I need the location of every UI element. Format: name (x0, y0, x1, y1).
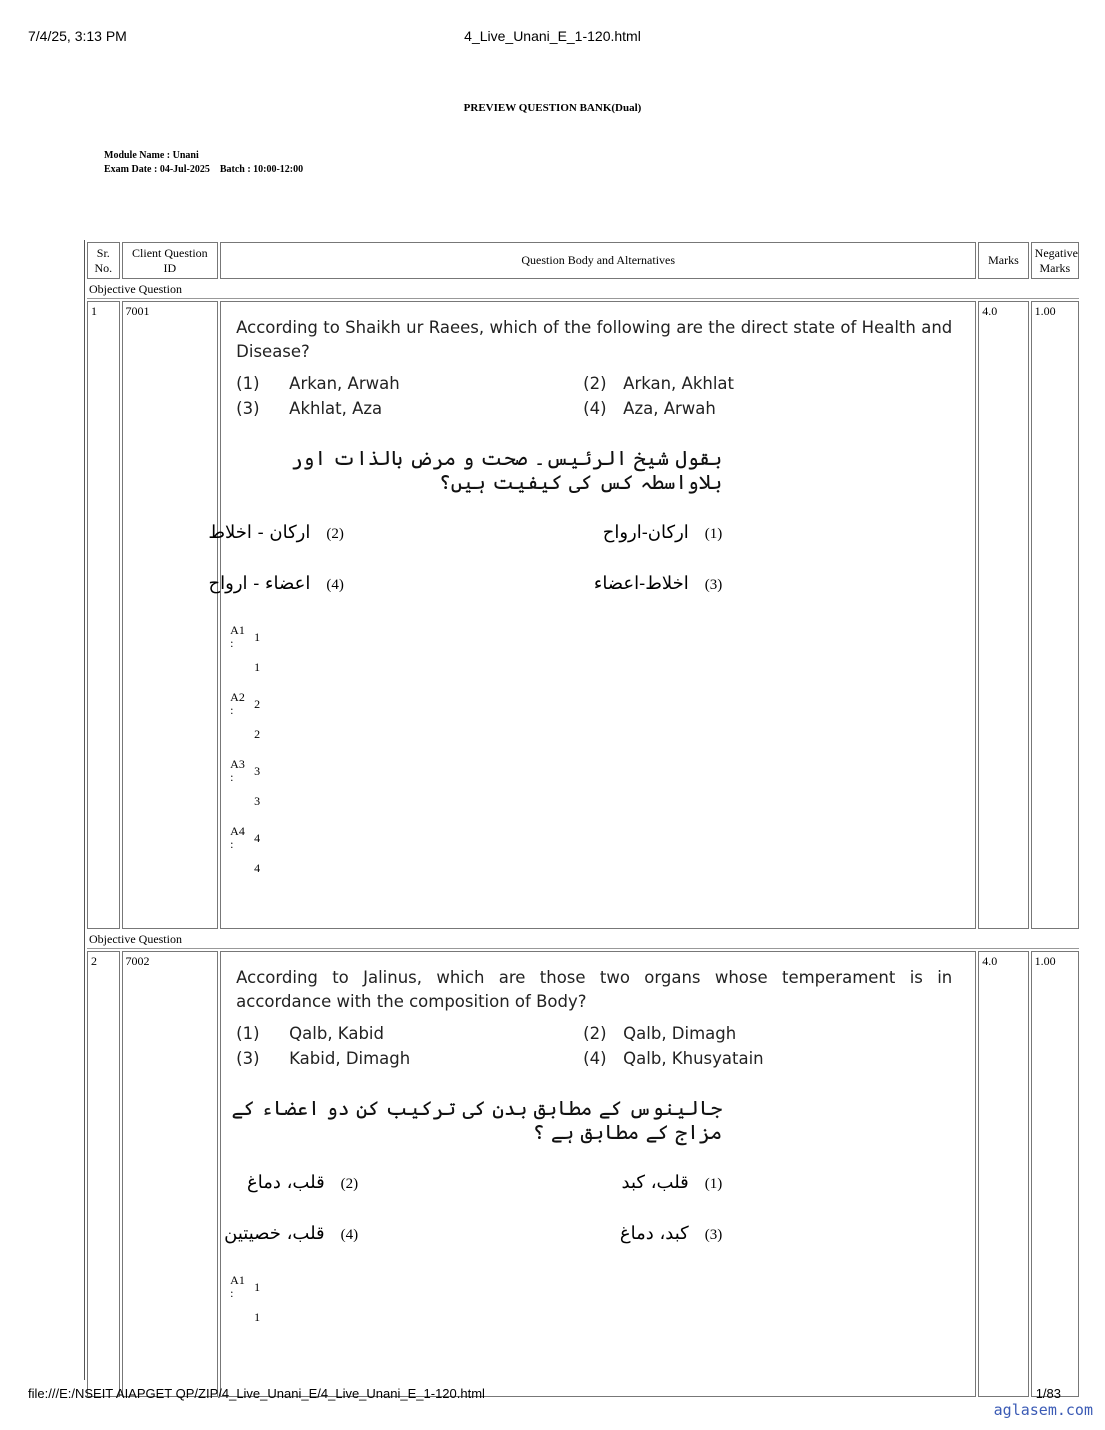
header-negative-marks: Negative Marks (1031, 242, 1079, 279)
urdu-option-number: (1) (704, 1176, 723, 1192)
question-bank-table-viewport[interactable] (84, 240, 1078, 1380)
marks: 4.0 (978, 951, 1028, 1397)
answer-label: A4 : (230, 824, 245, 851)
option-text: Kabid, Dimagh (289, 1049, 411, 1068)
option-text: Qalb, Dimagh (623, 1024, 737, 1043)
urdu-option-number: (4) (326, 577, 344, 593)
urdu-option (594, 522, 972, 543)
negative-marks: 1.00 (1031, 301, 1079, 929)
question-text: According to Shaikh ur Raees, which of the following are the direct state of Health and Disease? (236, 318, 953, 361)
answer-value: 3 (254, 764, 261, 778)
answer-list (230, 1274, 972, 1341)
answer-row (230, 1274, 972, 1308)
urdu-option-text: قلب، کبد (621, 1172, 689, 1193)
urdu-question-text: بقول شیخ الرئیس۔ صحت و مرض بالذات اور بلاواسطہ کس کی کیفیت ہیں؟ (291, 446, 723, 494)
urdu-option-grid (224, 1172, 972, 1244)
answer-row (230, 691, 972, 725)
header-question-body: Question Body and Alternatives (220, 242, 976, 279)
urdu-option-number: (1) (704, 526, 723, 542)
option-text: Arkan, Akhlat (623, 374, 735, 393)
urdu-option-number: (2) (326, 526, 344, 542)
answer-value: 4 (254, 831, 261, 845)
option-text: Aza, Arwah (623, 399, 716, 418)
header-marks: Marks (978, 242, 1028, 279)
header-sr-no: Sr. No. (87, 242, 120, 279)
urdu-option-grid (208, 522, 972, 594)
marks: 4.0 (978, 301, 1028, 929)
urdu-option-text: اخلاط-اعضاء (593, 573, 689, 594)
urdu-option-text: قلب، دماغ (247, 1172, 325, 1193)
exam-date-batch: Exam Date : 04-Jul-2025 Batch : 10:00-12:00 (104, 164, 304, 175)
table-row (87, 951, 1079, 1397)
option-number: (4) (583, 1049, 607, 1068)
urdu-option (224, 1172, 608, 1193)
sr-no: 1 (87, 301, 120, 929)
print-doc-title: 4_Live_Unani_E_1-120.html (464, 28, 641, 44)
answer-alt-value: 4 (254, 860, 261, 875)
negative-marks: 1.00 (1031, 951, 1079, 1397)
module-name: Module Name : Unani (104, 150, 199, 161)
header-client-question-id: Client Question ID (122, 242, 219, 279)
option-text: Arkan, Arwah (289, 374, 400, 393)
urdu-option-number: (4) (340, 1227, 359, 1243)
answer-row (230, 825, 972, 859)
section-label: Objective Question (87, 931, 1079, 949)
answer-value: 1 (254, 1280, 261, 1294)
watermark: aglasem.com (993, 1401, 1093, 1419)
urdu-option-text: قلب، خصیتین (224, 1223, 325, 1244)
option-number: (2) (583, 374, 607, 393)
urdu-option-number: (3) (704, 577, 723, 593)
question-body (220, 951, 976, 1397)
option-number: (4) (583, 399, 607, 418)
option-number: (1) (236, 374, 260, 393)
answer-label: A3 : (230, 757, 245, 784)
answer-value: 1 (254, 630, 261, 644)
urdu-option-number: (2) (340, 1176, 359, 1192)
urdu-option (608, 1223, 972, 1244)
question-bank-table (85, 240, 1081, 1399)
page-title: PREVIEW QUESTION BANK(Dual) (463, 102, 642, 114)
urdu-option-text: کبد، دماغ (619, 1223, 689, 1244)
option-grid (236, 1024, 972, 1068)
sr-no: 2 (87, 951, 120, 1397)
option-text: Qalb, Khusyatain (623, 1049, 764, 1068)
urdu-option (608, 1172, 972, 1193)
answer-value: 2 (254, 697, 261, 711)
option-number: (3) (236, 1049, 260, 1068)
answer-alt-value: 1 (254, 659, 261, 674)
urdu-option (224, 1223, 608, 1244)
answer-row (230, 624, 972, 658)
answer-row (230, 758, 972, 792)
answer-label: A1 : (230, 623, 245, 650)
answer-label: A2 : (230, 690, 245, 717)
urdu-option-text: ارکان-ارواح (602, 522, 689, 543)
option-number: (1) (236, 1024, 260, 1043)
section-label: Objective Question (87, 281, 1079, 299)
option-number: (2) (583, 1024, 607, 1043)
option-text: Qalb, Kabid (289, 1024, 384, 1043)
urdu-option-number: (3) (704, 1227, 723, 1243)
print-datetime: 7/4/25, 3:13 PM (28, 28, 127, 44)
question-text: According to Jalinus, which are those two organs whose temperament is in accordance with the composition of Body? (236, 968, 953, 1011)
answer-alt-value: 3 (254, 793, 261, 808)
option-number: (3) (236, 399, 260, 418)
table-row (87, 301, 1079, 929)
answer-alt-value: 1 (254, 1309, 261, 1324)
answer-list (230, 624, 972, 892)
answer-alt-value: 2 (254, 726, 261, 741)
urdu-option-text: ارکان - اخلاط (208, 522, 311, 543)
client-question-id: 7002 (122, 951, 219, 1397)
print-file-path: file:///E:/NSEIT AIAPGET QP/ZIP/4_Live_Unani_E/4_Live_Unani_E_1-120.html (28, 1386, 485, 1401)
table-header-row (87, 242, 1079, 279)
print-page-number: 1/83 (1035, 1386, 1061, 1401)
client-question-id: 7001 (122, 301, 219, 929)
question-body (208, 301, 976, 929)
urdu-question-text: جالینوس کے مطابق بدن کی ترکیب کن دو اعضاء کے مزاج کے مطابق ہے ؟ (231, 1096, 723, 1144)
option-text: Akhlat, Aza (289, 399, 383, 418)
urdu-option (208, 573, 594, 594)
urdu-option-text: اعضاء - ارواح (208, 573, 311, 594)
urdu-option (208, 522, 594, 543)
answer-label: A1 : (230, 1273, 245, 1300)
option-grid (236, 374, 972, 418)
urdu-option (594, 573, 972, 594)
